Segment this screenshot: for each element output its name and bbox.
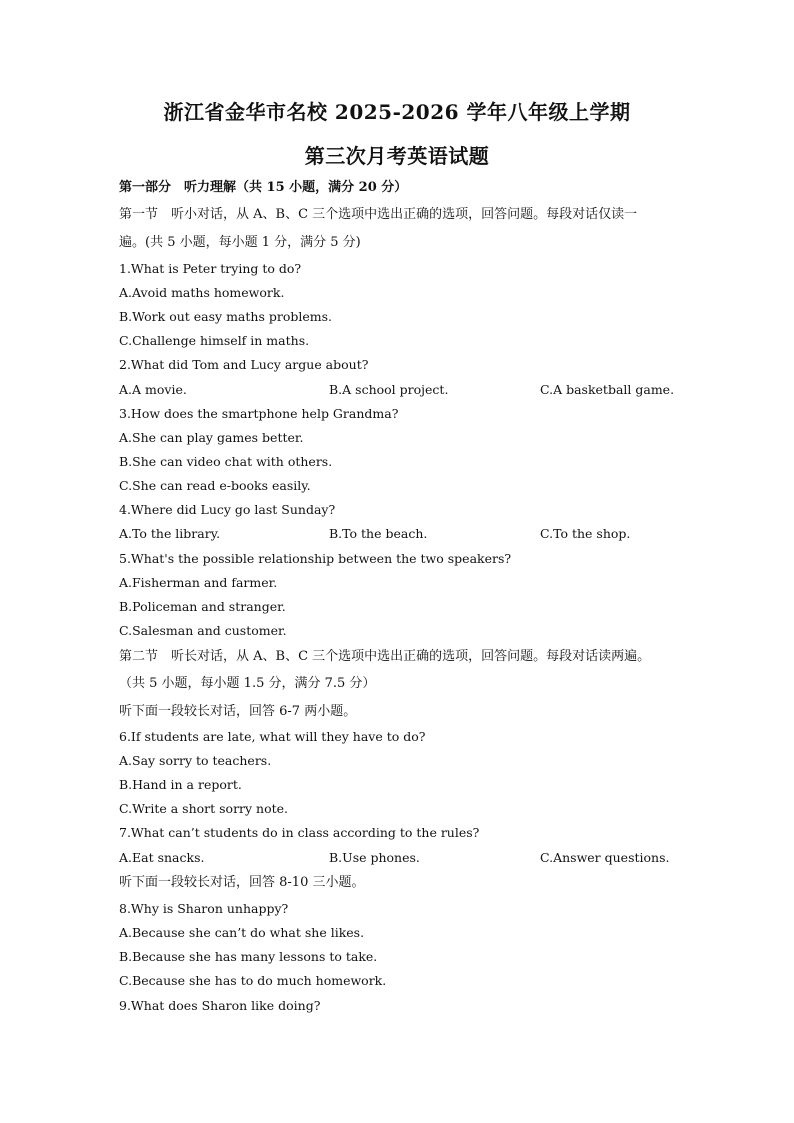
question-1-option-c: C.Challenge himself in maths. bbox=[119, 333, 310, 348]
exam-title-line2: 第三次月考英语试题 bbox=[304, 144, 490, 168]
question-2-options bbox=[119, 382, 679, 398]
question-4-options bbox=[119, 526, 679, 542]
question-2: 2.What did Tom and Lucy argue about? bbox=[119, 357, 369, 372]
question-7-options bbox=[119, 850, 679, 866]
question-8-option-c: C.Because she has to do much homework. bbox=[119, 973, 387, 988]
question-4-option-c: C.To the shop. bbox=[540, 526, 631, 541]
question-8-option-b: B.Because she has many lessons to take. bbox=[119, 949, 378, 964]
question-8-option-a: A.Because she can’t do what she likes. bbox=[119, 925, 365, 940]
question-1-option-b: B.Work out easy maths problems. bbox=[119, 309, 332, 324]
question-1: 1.What is Peter trying to do? bbox=[119, 261, 302, 276]
section1-instruction-2: 遍。(共 5 小题，每小题 1 分，满分 5 分) bbox=[119, 235, 361, 250]
section2-instruction-2: （共 5 小题，每小题 1.5 分，满分 7.5 分） bbox=[119, 676, 376, 691]
part1-heading: 第一部分 听力理解（共 15 小题，满分 20 分） bbox=[119, 180, 408, 195]
intro-questions-8-10: 听下面一段较长对话，回答 8-10 三小题。 bbox=[119, 875, 365, 890]
question-2-option-a: A.A movie. bbox=[119, 382, 187, 397]
question-5-option-c: C.Salesman and customer. bbox=[119, 623, 287, 638]
question-2-option-b: B.A school project. bbox=[329, 382, 449, 397]
question-4-option-a: A.To the library. bbox=[119, 526, 221, 541]
question-5: 5.What's the possible relationship between the two speakers? bbox=[119, 551, 512, 566]
question-4: 4.Where did Lucy go last Sunday? bbox=[119, 502, 336, 517]
question-2-option-c: C.A basketball game. bbox=[540, 382, 675, 397]
question-7-option-c: C.Answer questions. bbox=[540, 850, 670, 865]
question-3-option-c: C.She can read e-books easily. bbox=[119, 478, 311, 493]
section1-instruction-1: 第一节 听小对话，从 A、B、C 三个选项中选出正确的选项，回答问题。每段对话仅读一 bbox=[119, 207, 638, 222]
question-7-option-a: A.Eat snacks. bbox=[119, 850, 205, 865]
question-6-option-a: A.Say sorry to teachers. bbox=[119, 753, 272, 768]
question-4-option-b: B.To the beach. bbox=[329, 526, 428, 541]
question-3: 3.How does the smartphone help Grandma? bbox=[119, 406, 399, 421]
question-5-option-b: B.Policeman and stranger. bbox=[119, 599, 286, 614]
question-3-option-b: B.She can video chat with others. bbox=[119, 454, 333, 469]
question-1-option-a: A.Avoid maths homework. bbox=[119, 285, 285, 300]
question-5-option-a: A.Fisherman and farmer. bbox=[119, 575, 278, 590]
intro-questions-6-7: 听下面一段较长对话，回答 6-7 两小题。 bbox=[119, 704, 357, 719]
question-6-option-c: C.Write a short sorry note. bbox=[119, 801, 289, 816]
question-8: 8.Why is Sharon unhappy? bbox=[119, 901, 289, 916]
question-6-option-b: B.Hand in a report. bbox=[119, 777, 242, 792]
question-7: 7.What can’t students do in class according to the rules? bbox=[119, 825, 480, 840]
question-7-option-b: B.Use phones. bbox=[329, 850, 420, 865]
question-9: 9.What does Sharon like doing? bbox=[119, 998, 321, 1013]
question-3-option-a: A.She can play games better. bbox=[119, 430, 304, 445]
question-6: 6.If students are late, what will they have to do? bbox=[119, 729, 426, 744]
section2-instruction-1: 第二节 听长对话，从 A、B、C 三个选项中选出正确的选项，回答问题。每段对话读两遍。 bbox=[119, 649, 651, 664]
exam-title-line1: 浙江省金华市名校 2025-2026 学年八年级上学期 bbox=[163, 100, 631, 124]
